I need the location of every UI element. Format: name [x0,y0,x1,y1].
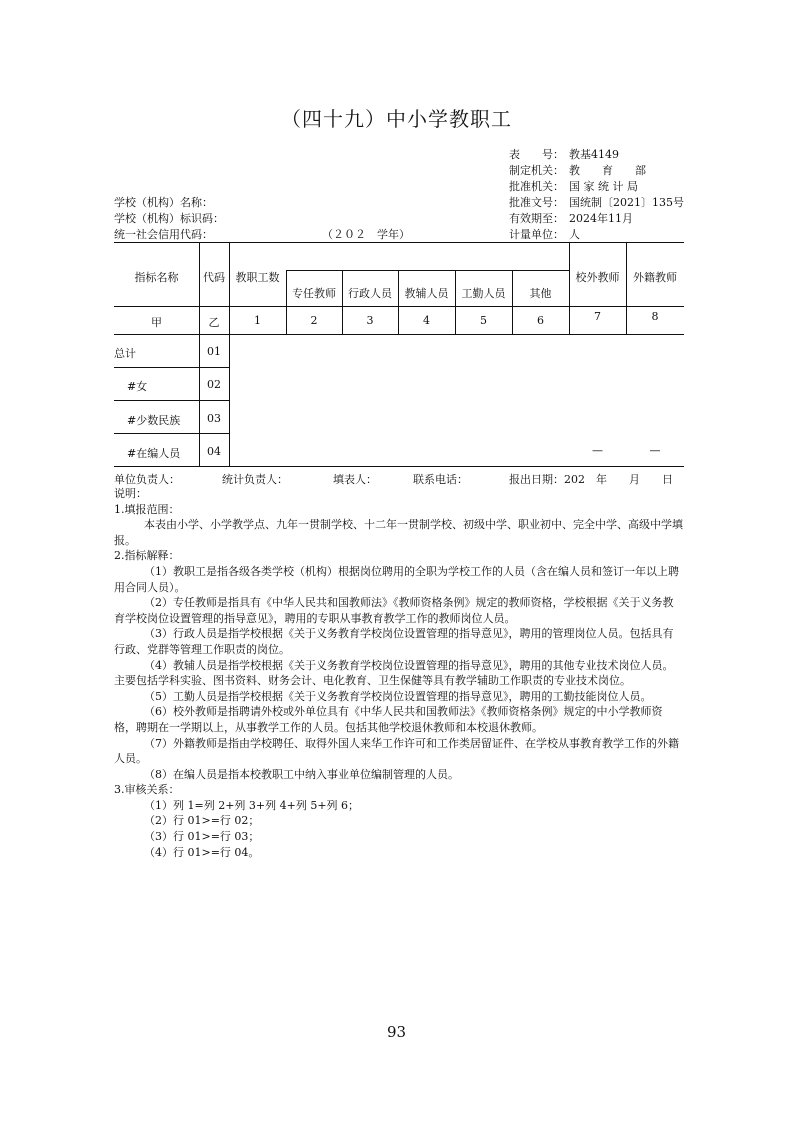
check-rule: （2）行 01>=行 02； [144,814,260,828]
row-name-female: #女 [127,380,148,393]
row-code: 04 [207,445,221,458]
meta-value: 人 [569,228,580,241]
index-cell: 甲 [151,316,162,329]
meta-value: 2024年11月 [569,212,633,225]
credit-code-label: 统一社会信用代码： [114,228,213,241]
header-admin: 行政人员 [348,287,392,300]
report-date-label: 报出日期：202 年 月 日 [509,473,673,486]
row-name-minority: #少数民族 [127,414,181,427]
notes-heading: 说明： [114,487,147,500]
row-name-staffed: #在编人员 [127,447,181,460]
definition-item: （2）专任教师是指具有《中华人民共和国教师法》《教师资格条例》规定的教师资格，学校根据《关于义务教育学校岗位设置管理的指导意见》，聘用的专职从事教育教学工作的教师岗位人员。 [114,596,674,625]
row-code: 02 [207,378,221,391]
row-name-total: 总计 [114,347,136,360]
index-cell: 7 [594,310,601,323]
check-rule: （1）列 1=列 2+列 3+列 4+列 5+列 6； [144,798,360,812]
stat-head-label: 统计负责人： [222,473,288,486]
notes-section [114,486,684,860]
header-code: 代码 [203,271,225,284]
dash-cell: — [649,444,661,457]
scope-text: 本表由小学、小学教学点、九年一贯制学校、十二年一贯制学校、初级中学、职业初中、完全中学、高级中学填报。 [114,518,683,547]
index-cell: 1 [254,314,261,327]
meta-key: 批准机关： [509,180,564,193]
index-cell: 2 [310,314,318,327]
school-year-label: （２０２ 学年） [322,228,410,241]
page-number: 93 [386,1023,407,1041]
phone-label: 联系电话： [413,473,468,486]
index-cell: 5 [480,314,487,327]
definition-item: （5）工勤人员是指学校根据《关于义务教育学校岗位设置管理的指导意见》，聘用的工勤技能岗位人员。 [144,689,652,703]
header-foreign: 外籍教师 [633,271,677,284]
page-title: （四十九）中小学教职工 [281,107,512,131]
definition-item: （4）教辅人员是指学校根据《关于义务教育学校岗位设置管理的指导意见》，聘用的其他专业技术岗位人员。主要包括学科实验、图书资料、财务会计、电化教育、卫生保健等具有教学辅助工作职责的专业技术岗位。 [114,658,674,688]
row-code: 03 [207,412,221,425]
meta-value: 教基4149 [569,148,619,161]
section-heading: 2.指标解释： [114,549,180,563]
filler-label: 填表人： [333,473,377,486]
header-other: 其他 [529,287,552,300]
meta-value: 国 家 统 计 局 [569,180,638,193]
header-worker: 工勤人员 [461,287,506,300]
index-cell: 4 [423,314,430,327]
header-indicator: 指标名称 [134,271,179,284]
definition-item: （6）校外教师是指聘请外校或外单位具有《中华人民共和国教师法》《教师资格条例》规定的中小学教师资格，聘期在一学期以上，从事教学工作的人员。包括其他学校退休教师和本校退休教师。 [114,705,663,734]
meta-key: 计量单位： [509,228,564,241]
index-cell: 6 [537,314,544,327]
definition-item: （1）教职工是指各级各类学校（机构）根据岗位聘用的全职为学校工作的人员（含在编人员和签订一年以上聘用合同人员）。 [114,564,679,594]
dash-cell: — [592,444,603,457]
header-staff-total: 教职工数 [235,271,280,284]
check-rule: （3）行 01>=行 03； [144,830,260,844]
definition-item: （8）在编人员是指本校教职工中纳入事业单位编制管理的人员。 [144,767,459,781]
index-cell: 3 [366,314,374,327]
row-code: 01 [207,345,221,358]
meta-key: 表 号： [509,148,564,161]
staff-table [114,242,684,466]
meta-value: 教 育 部 [569,164,646,177]
section-heading: 3.审核关系： [114,783,180,797]
check-rule: （4）行 01>=行 04。 [144,845,260,859]
header-aux: 教辅人员 [404,287,449,300]
header-external: 校外教师 [575,271,620,284]
header-full-teacher: 专任教师 [292,287,336,300]
meta-key: 批准文号： [509,196,564,209]
index-cell: 8 [651,310,659,323]
definition-item: （7）外籍教师是指由学校聘任、取得外国人来华工作许可和工作类居留证件、在学校从事教育教学工作的外籍人员。 [114,736,679,766]
definition-item: （3）行政人员是指学校根据《关于义务教育学校岗位设置管理的指导意见》，聘用的管理岗位人员。包括具有行政、党群等管理工作职责的岗位。 [114,627,674,656]
section-heading: 1.填报范围： [114,502,180,516]
meta-key: 制定机关： [509,164,564,177]
unit-head-label: 单位负责人： [114,473,180,486]
school-code-label: 学校（机构）标识码： [114,212,224,225]
index-cell: 乙 [208,316,220,329]
meta-value: 国统制〔2021〕135号 [569,196,684,209]
meta-key: 有效期至： [509,212,564,225]
school-name-label: 学校（机构）名称： [114,196,213,209]
